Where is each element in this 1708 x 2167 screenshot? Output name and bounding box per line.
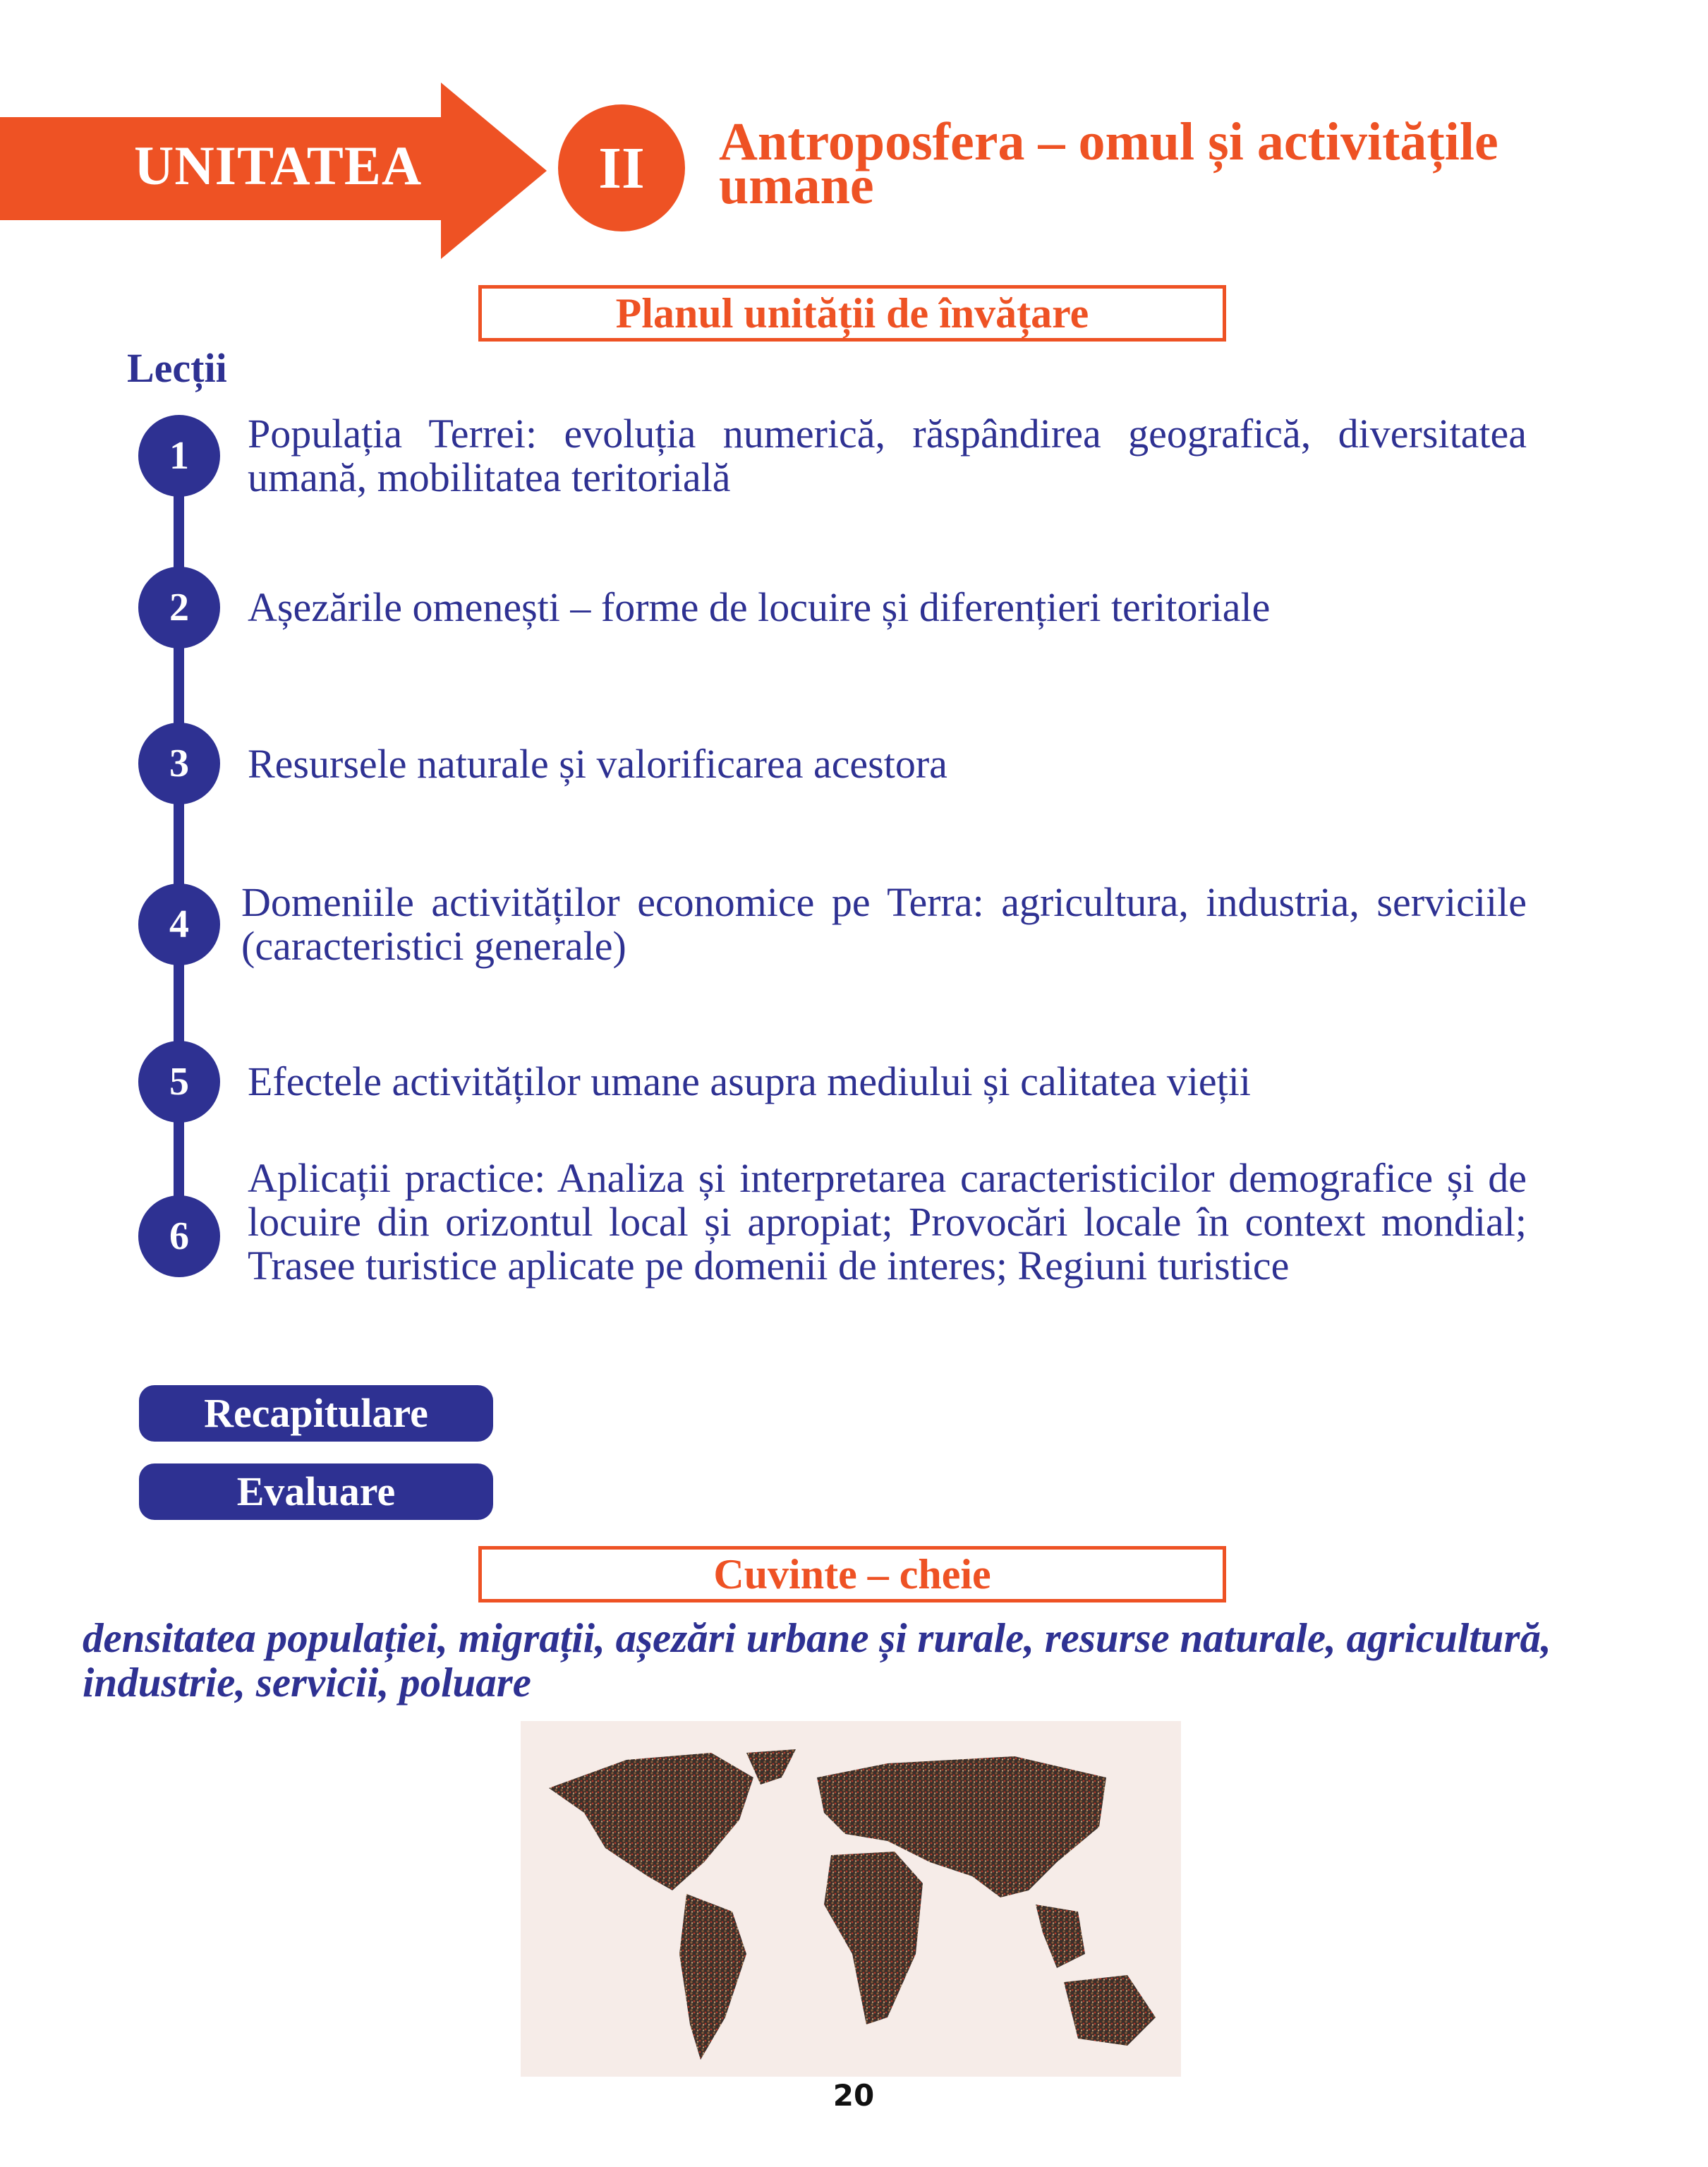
lesson-6: Aplicații practice: Analiza și interpretarea caracteristicilor demografice și de locuire din orizontul local și apropiat; Provocări locale în context mondial; Trasee turistice aplicate pe domenii de interes; Regiuni turistice <box>248 1155 1527 1288</box>
lesson-number-1: 1 <box>138 415 220 497</box>
keywords-heading: Cuvinte – cheie <box>478 1546 1226 1602</box>
lesson-2: Așezările omenești – forme de locuire și diferențieri teritoriale <box>248 584 1271 630</box>
lesson-number-5: 5 <box>138 1041 220 1123</box>
page-number: 20 <box>832 2078 875 2113</box>
title-line-1: Antroposfera – omul și activitățile <box>719 112 1498 171</box>
evaluation-badge: Evaluare <box>139 1463 493 1520</box>
keywords-text: densitatea populației, migrații, așezări urbane și rurale, resurse naturale, agricultură, industrie, servicii, poluare <box>83 1614 1551 1706</box>
lesson-number-6: 6 <box>138 1195 220 1277</box>
lessons-label: Lecții <box>127 345 227 391</box>
unit-number-badge: II <box>558 104 685 231</box>
lesson-number-2: 2 <box>138 567 220 648</box>
title-line-2: umane <box>719 156 874 215</box>
unit-label: UNITATEA <box>134 135 423 196</box>
lesson-5: Efectele activităților umane asupra mediului și calitatea vieții <box>248 1058 1252 1104</box>
plan-heading: Planul unității de învățare <box>478 285 1226 342</box>
world-map-crowd-image <box>521 1721 1181 2077</box>
lesson-number-3: 3 <box>138 723 220 804</box>
lesson-3: Resursele naturale și valorificarea acestora <box>248 741 947 787</box>
page-title <box>719 112 1636 215</box>
lesson-4: Domeniile activităților economice pe Terra: agricultura, industria, serviciile (caracteristici generale) <box>241 879 1527 969</box>
lesson-1: Populația Terrei: evoluția numerică, răspândirea geografică, diversitatea umană, mobilitatea teritorială <box>248 411 1527 500</box>
lesson-number-4: 4 <box>138 883 220 965</box>
recap-badge: Recapitulare <box>139 1385 493 1442</box>
